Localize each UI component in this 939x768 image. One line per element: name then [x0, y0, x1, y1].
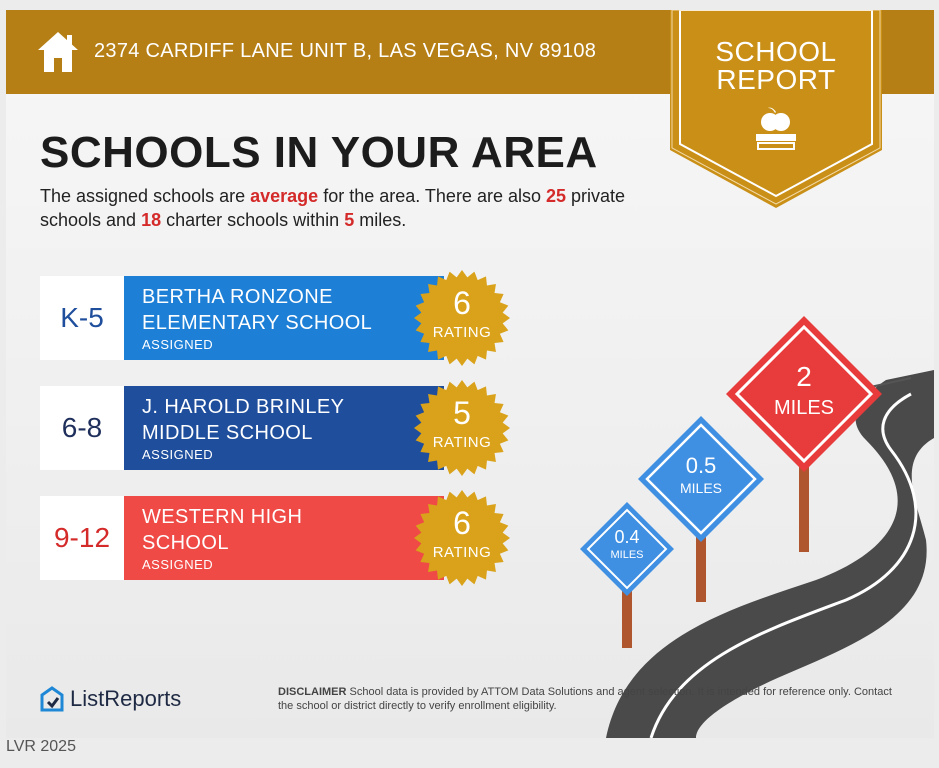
sign-value: 2: [796, 361, 812, 392]
intro-text: The assigned schools are average for the area. There are also 25 private schools and 18 charter schools within 5 miles.: [40, 186, 626, 230]
rating-value: 6: [453, 285, 471, 321]
badge-label: SCHOOL REPORT: [715, 36, 837, 95]
page-title: SCHOOLS IN YOUR AREA: [40, 128, 598, 177]
disclaimer-label: DISCLAIMER: [278, 686, 347, 698]
listreports-logo: [40, 686, 181, 712]
disclaimer-text: School data is provided by ATTOM Data Solutions and agent selection. It is intended for reference only. Contact the school or district directly to verify enrollment eligibility.: [278, 686, 892, 712]
sign-unit: MILES: [773, 397, 835, 419]
apple-books-icon: [750, 102, 802, 154]
grade-range: 9-12: [40, 496, 124, 580]
school-name: J. HAROLD BRINLEY MIDDLE SCHOOL: [142, 396, 345, 444]
miles-count: 5: [344, 210, 355, 230]
school-row-high: [40, 496, 520, 580]
rating-label: RATING: [432, 544, 492, 561]
grade-range: K-5: [40, 276, 124, 360]
school-report-card: [6, 10, 934, 738]
school-name-bar: [124, 386, 444, 470]
mls-footer: LVR 2025: [6, 738, 76, 755]
school-row-elementary: [40, 276, 520, 360]
assigned-label: ASSIGNED: [142, 447, 214, 462]
property-address: 2374 CARDIFF LANE UNIT B, LAS VEGAS, NV 89108: [94, 40, 597, 62]
rating-value: 6: [453, 505, 471, 541]
sign-value: 0.4: [614, 527, 640, 547]
rating-label: RATING: [432, 434, 492, 451]
listreports-logo-icon: [40, 686, 64, 712]
school-name-bar: [124, 496, 444, 580]
diamond-sign-icon: [724, 314, 884, 474]
house-icon: [34, 28, 82, 76]
disclaimer: [278, 685, 898, 713]
sign-unit: MILES: [610, 549, 644, 561]
quality-highlight: average: [250, 186, 319, 206]
brand-name: ListReports: [70, 686, 182, 711]
rating-value: 5: [453, 395, 471, 431]
grade-range: 6-8: [40, 386, 124, 470]
rating-label: RATING: [432, 324, 492, 341]
school-name-bar: [124, 276, 444, 360]
assigned-label: ASSIGNED: [142, 337, 214, 352]
charter-count: 18: [141, 210, 162, 230]
sign-value: 0.5: [685, 453, 717, 478]
school-name: WESTERN HIGH SCHOOL: [142, 506, 303, 554]
school-row-middle: [40, 386, 520, 470]
sign-unit: MILES: [679, 480, 722, 496]
private-count: 25: [545, 186, 567, 206]
school-name: BERTHA RONZONE ELEMENTARY SCHOOL: [142, 286, 373, 334]
assigned-label: ASSIGNED: [142, 557, 214, 572]
